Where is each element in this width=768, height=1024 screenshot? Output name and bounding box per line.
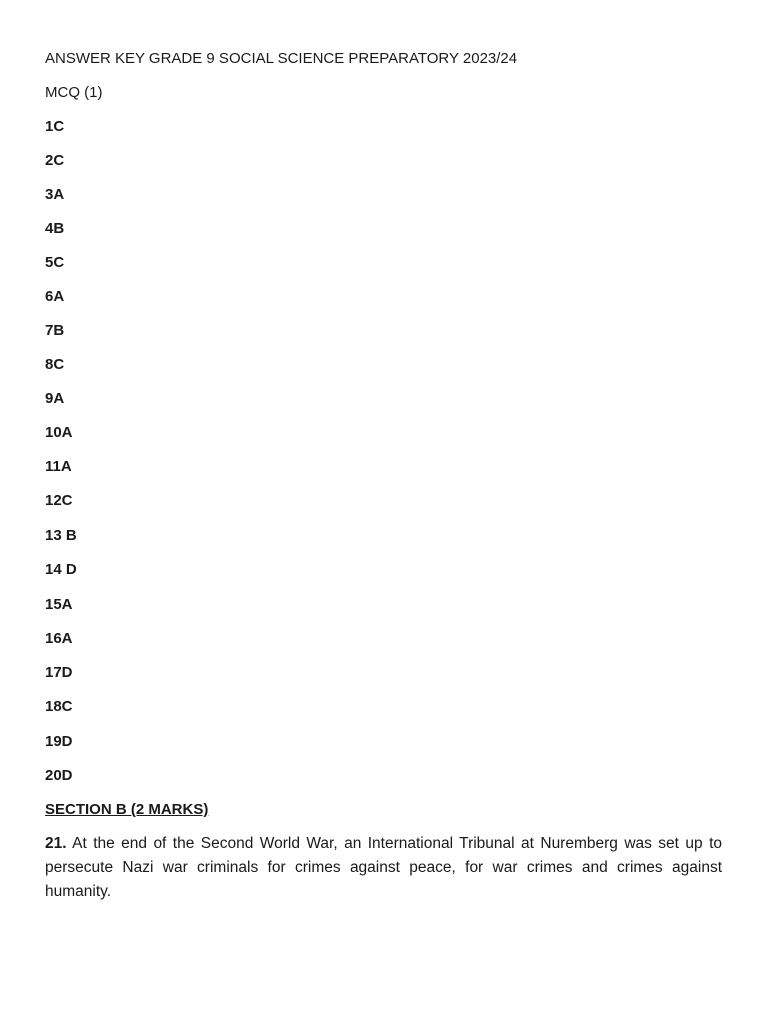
mcq-answer-6: 6A: [45, 288, 65, 305]
question-21-number: 21.: [45, 835, 67, 852]
mcq-answer-2: 2C: [45, 152, 65, 169]
mcq-answer-17: 17D: [45, 664, 73, 681]
question-21-text: At the end of the Second World War, an International Tribunal at Nuremberg was set up to persecute Nazi war criminals for crimes against peace, for war crimes and crimes against humanity.: [45, 835, 722, 900]
mcq-answer-7: 7B: [45, 322, 65, 339]
mcq-label: MCQ (1): [45, 84, 103, 101]
mcq-answer-14: 14 D: [45, 561, 77, 578]
mcq-answer-10: 10A: [45, 424, 73, 441]
mcq-answer-11: 11A: [45, 458, 72, 475]
mcq-answer-19: 19D: [45, 733, 73, 750]
mcq-answer-13: 13 B: [45, 527, 77, 544]
mcq-answer-5: 5C: [45, 254, 65, 271]
mcq-answer-18: 18C: [45, 698, 73, 715]
question-21-paragraph: [45, 832, 722, 904]
mcq-answer-20: 20D: [45, 767, 73, 784]
document-title: ANSWER KEY GRADE 9 SOCIAL SCIENCE PREPARATORY 2023/24: [45, 50, 518, 67]
mcq-answer-16: 16A: [45, 630, 73, 647]
mcq-answer-15: 15A: [45, 596, 73, 613]
mcq-answer-9: 9A: [45, 390, 65, 407]
mcq-answer-1: 1C: [45, 118, 65, 135]
mcq-answer-8: 8C: [45, 356, 65, 373]
mcq-answer-4: 4B: [45, 220, 65, 237]
section-b-heading: SECTION B (2 MARKS): [45, 801, 209, 818]
mcq-answer-12: 12C: [45, 492, 73, 509]
mcq-answer-3: 3A: [45, 186, 65, 203]
